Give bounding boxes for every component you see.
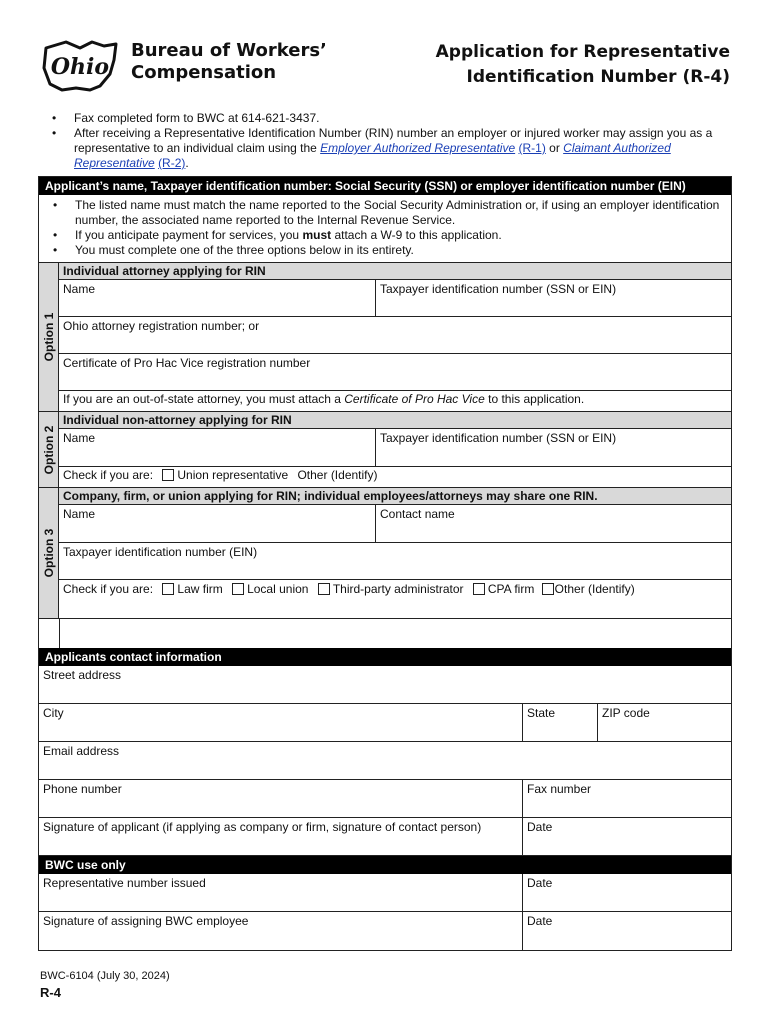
option-2-section: [39, 412, 731, 488]
applicant-signature-field[interactable]: Signature of applicant (if applying as company or firm, signature of contact person): [43, 820, 482, 834]
option-3-spacer: [39, 619, 731, 648]
company-ein-field[interactable]: Taxpayer identification number (EIN): [63, 545, 258, 559]
form-id: BWC-6104 (July 30, 2024): [40, 970, 170, 982]
page-footer: [40, 969, 170, 1000]
intro-rin-text: After receiving a Representative Identification Number (RIN) number an employer or injured worker may assign you as a representative to an individual claim using the: [74, 126, 713, 155]
claimant-authorized-rep-link[interactable]: Claimant Authorized Representative: [74, 141, 671, 170]
form-code: R-4: [40, 985, 61, 1000]
w9-rule: • If you anticipate payment for services, you must attach a W-9 to this application.: [49, 228, 727, 243]
other-identify-label: Other (Identify): [297, 468, 378, 482]
ohio-logo-icon: [40, 38, 120, 94]
option-2-label: Option 2: [39, 412, 59, 487]
out-of-state-attorney-note: If you are an out-of-state attorney, you must attach a Certificate of Pro Hac Vice to this application.: [63, 392, 585, 406]
attorney-name-field[interactable]: Name: [63, 282, 96, 296]
city-field[interactable]: City: [43, 706, 64, 720]
ohio-attorney-registration-field[interactable]: Ohio attorney registration number; or: [63, 319, 260, 333]
agency-line-2: Compensation: [131, 62, 277, 83]
non-attorney-name-field[interactable]: Name: [63, 431, 96, 445]
option-3-label: Option 3: [39, 488, 59, 618]
contact-name-field[interactable]: Contact name: [375, 505, 731, 542]
non-attorney-tin-field[interactable]: Taxpayer identification number (SSN or EIN): [375, 429, 731, 466]
representative-number-field[interactable]: Representative number issued: [43, 876, 206, 890]
local-union-checkbox[interactable]: [232, 583, 244, 595]
page-header: [0, 0, 770, 105]
employer-authorized-rep-link[interactable]: Employer Authorized Representative: [320, 141, 516, 155]
agency-name: [131, 40, 327, 84]
email-address-field[interactable]: Email address: [43, 744, 120, 758]
option-3-heading: Company, firm, or union applying for RIN; individual employees/attorneys may share one RIN.: [59, 488, 731, 505]
applicant-section-heading: Applicant’s name, Taxpayer identification number: Social Security (SSN) or employer identification number (EIN): [39, 177, 731, 195]
form-title-line-2: Identification Number (R-4): [466, 67, 730, 87]
pro-hac-vice-registration-field[interactable]: Certificate of Pro Hac Vice registration number: [63, 356, 311, 370]
rep-number-date-field[interactable]: Date: [522, 874, 731, 911]
intro-bullets: [48, 111, 738, 171]
applicant-signature-date-field[interactable]: Date: [522, 818, 731, 855]
law-firm-checkbox[interactable]: [162, 583, 174, 595]
union-representative-checkbox[interactable]: [162, 469, 174, 481]
name-match-rule: • The listed name must match the name reported to the Social Security Administration or, if using an employer identification number, the associated name reported to the Internal Revenue Service.: [49, 198, 727, 228]
street-address-field[interactable]: Street address: [43, 668, 122, 682]
fax-number-field[interactable]: Fax number: [522, 780, 731, 817]
contact-section-heading: Applicants contact information: [39, 648, 731, 666]
application-form: [38, 176, 732, 951]
option-3-section: [39, 488, 731, 619]
attorney-tin-field[interactable]: Taxpayer identification number (SSN or EIN): [375, 280, 731, 316]
option-1-section: [39, 263, 731, 412]
applicant-section-bullets: [39, 195, 731, 263]
other-checkbox[interactable]: [542, 583, 554, 595]
option-2-heading: Individual non-attorney applying for RIN: [59, 412, 731, 429]
option-1-label: Option 1: [39, 263, 59, 411]
intro-fax-instruction: • Fax completed form to BWC at 614-621-3437.: [48, 111, 738, 126]
zip-code-field[interactable]: ZIP code: [597, 704, 731, 741]
intro-rin-instruction: • After receiving a Representative Identification Number (RIN) number an employer or injured worker may assign you as a representative to an individual claim using the Employer Authorized Representative (R-1) or Claimant Authorized Representative (R-2).: [48, 126, 738, 171]
r1-form-link[interactable]: (R-1): [518, 141, 546, 155]
third-party-administrator-checkbox[interactable]: [318, 583, 330, 595]
logo-text: Ohio: [50, 54, 110, 80]
form-title: [436, 40, 730, 90]
bwc-employee-signature-field[interactable]: Signature of assigning BWC employee: [43, 914, 249, 928]
bwc-signature-date-field[interactable]: Date: [522, 912, 731, 950]
option-1-heading: Individual attorney applying for RIN: [59, 263, 731, 280]
non-attorney-type-checks: Check if you are: Union representative Other (Identify): [63, 468, 378, 482]
company-name-field[interactable]: Name: [63, 507, 96, 521]
company-type-checks: Check if you are: Law firm Local union Third-party administrator CPA firm Other (Identify): [63, 582, 635, 596]
complete-option-rule: • You must complete one of the three options below in its entirety.: [49, 243, 727, 258]
cpa-firm-checkbox[interactable]: [473, 583, 485, 595]
phone-number-field[interactable]: Phone number: [43, 782, 122, 796]
form-title-line-1: Application for Representative: [435, 42, 730, 62]
bwc-use-heading: BWC use only: [39, 856, 731, 874]
r2-form-link[interactable]: (R-2): [158, 156, 186, 170]
agency-line-1: Bureau of Workers’: [131, 40, 327, 61]
intro-or-text: or: [545, 141, 564, 155]
state-field[interactable]: State: [522, 704, 597, 741]
